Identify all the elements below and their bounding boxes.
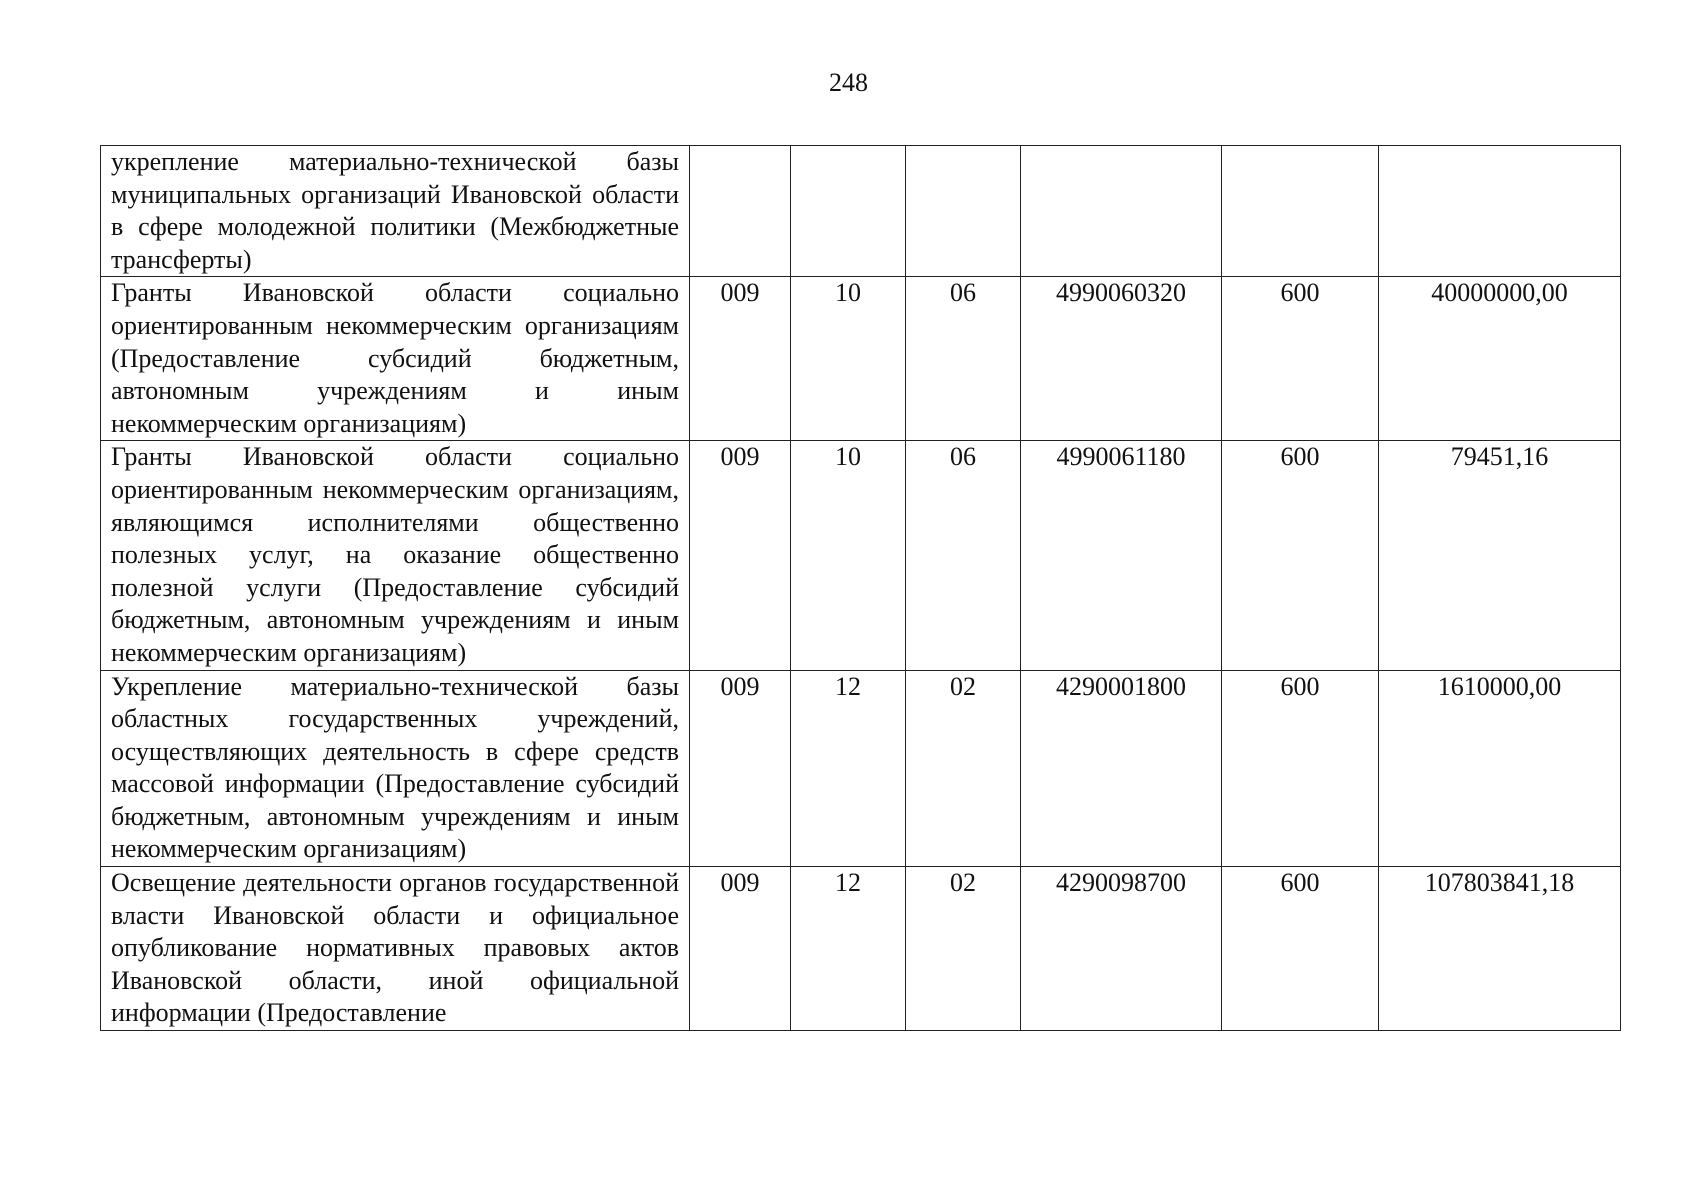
row-description: Гранты Ивановской области социально ориентированным некоммерческим организациям (Предоставление субсидий бюджетным, автономным учреждениям и иным некоммерческим организациям) [101,277,690,441]
subsection-code: 06 [906,441,1021,670]
target-article-code [1021,146,1222,277]
target-article-code: 4990061180 [1021,441,1222,670]
ministry-code: 009 [690,441,791,670]
subsection-code: 02 [906,670,1021,867]
section-code: 12 [791,867,906,1031]
subsection-code: 06 [906,277,1021,441]
target-article-code: 4290098700 [1021,867,1222,1031]
expense-type-code: 600 [1222,441,1379,670]
target-article-code: 4290001800 [1021,670,1222,867]
row-description: укрепление материально-технической базы муниципальных организаций Ивановской области в сфере молодежной политики (Межбюджетные трансферты) [101,146,690,277]
page-number: 248 [829,68,868,97]
ministry-code [690,146,791,277]
subsection-code [906,146,1021,277]
expense-type-code: 600 [1222,867,1379,1031]
section-code: 12 [791,670,906,867]
amount: 1610000,00 [1379,670,1621,867]
row-description: Освещение деятельности органов государственной власти Ивановской области и официальное опубликование нормативных правовых актов Ивановской области, иной официальной информации (Предоставление [101,867,690,1031]
expense-type-code: 600 [1222,670,1379,867]
section-code: 10 [791,441,906,670]
expense-type-code: 600 [1222,277,1379,441]
ministry-code: 009 [690,670,791,867]
ministry-code: 009 [690,867,791,1031]
subsection-code: 02 [906,867,1021,1031]
amount: 79451,16 [1379,441,1621,670]
section-code: 10 [791,277,906,441]
row-description: Гранты Ивановской области социально ориентированным некоммерческим организациям, являющимся исполнителями общественно полезных услуг, на оказание общественно полезной услуги (Предоставление субсидий бюджетным, автономным учреждениям и иным некоммерческим организациям) [101,441,690,670]
expense-type-code [1222,146,1379,277]
table-row [101,867,1621,1031]
table-row [101,277,1621,441]
table-row [101,441,1621,670]
ministry-code: 009 [690,277,791,441]
amount: 107803841,18 [1379,867,1621,1031]
amount: 40000000,00 [1379,277,1621,441]
table-row [101,670,1621,867]
budget-table [100,145,1621,1031]
section-code [791,146,906,277]
target-article-code: 4990060320 [1021,277,1222,441]
table-row [101,146,1621,277]
row-description: Укрепление материально-технической базы областных государственных учреждений, осуществляющих деятельность в сфере средств массовой информации (Предоставление субсидий бюджетным, автономным учреждениям и иным некоммерческим организациям) [101,670,690,867]
amount [1379,146,1621,277]
